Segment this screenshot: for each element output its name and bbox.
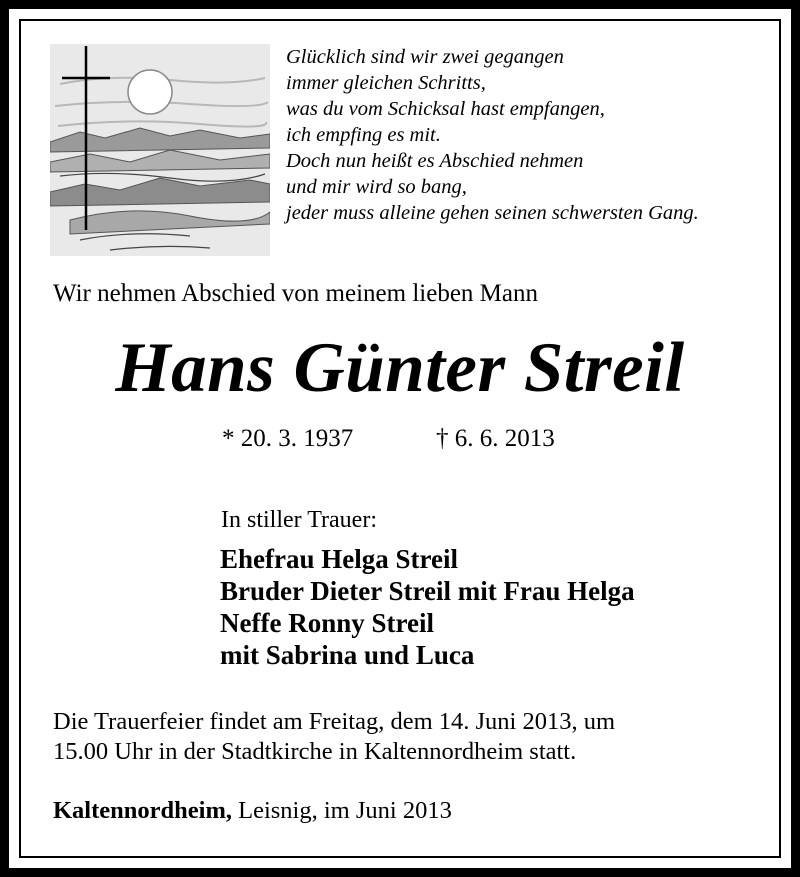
poem xyxy=(286,44,699,226)
cross-landscape-illustration xyxy=(50,44,270,256)
poem-line: Doch nun heißt es Abschied nehmen xyxy=(286,150,584,172)
birth-date: * 20. 3. 1937 xyxy=(222,425,354,452)
poem-line: immer gleichen Schritts, xyxy=(286,72,486,94)
poem-line: was du vom Schicksal hast empfangen, xyxy=(286,98,605,120)
service-line: Die Trauerfeier findet am Freitag, dem 14. Juni 2013, um xyxy=(53,708,616,735)
place-and-date xyxy=(53,797,452,825)
mourners-list xyxy=(220,543,635,671)
mourning-heading: In stiller Trauer: xyxy=(221,507,377,533)
death-date: † 6. 6. 2013 xyxy=(436,425,555,452)
mourner: Bruder Dieter Streil mit Frau Helga xyxy=(220,576,635,606)
poem-line: ich empfing es mit. xyxy=(286,124,441,146)
place-date-rest: Leisnig, im Juni 2013 xyxy=(232,797,452,824)
poem-line: Glücklich sind wir zwei gegangen xyxy=(286,46,564,68)
place-bold: Kaltennordheim, xyxy=(53,797,232,824)
intro-text: Wir nehmen Abschied von meinem lieben Mann xyxy=(53,280,538,307)
sun-icon xyxy=(128,70,172,114)
mourner: mit Sabrina und Luca xyxy=(220,640,475,670)
deceased-name: Hans Günter Streil xyxy=(115,329,685,407)
service-line: 15.00 Uhr in der Stadtkirche in Kaltennordheim statt. xyxy=(53,738,577,765)
mourner: Ehefrau Helga Streil xyxy=(220,544,458,574)
mourner: Neffe Ronny Streil xyxy=(220,608,434,638)
poem-line: und mir wird so bang, xyxy=(286,176,467,198)
funeral-service-notice xyxy=(53,707,763,767)
poem-line: jeder muss alleine gehen seinen schwersten Gang. xyxy=(286,202,699,224)
